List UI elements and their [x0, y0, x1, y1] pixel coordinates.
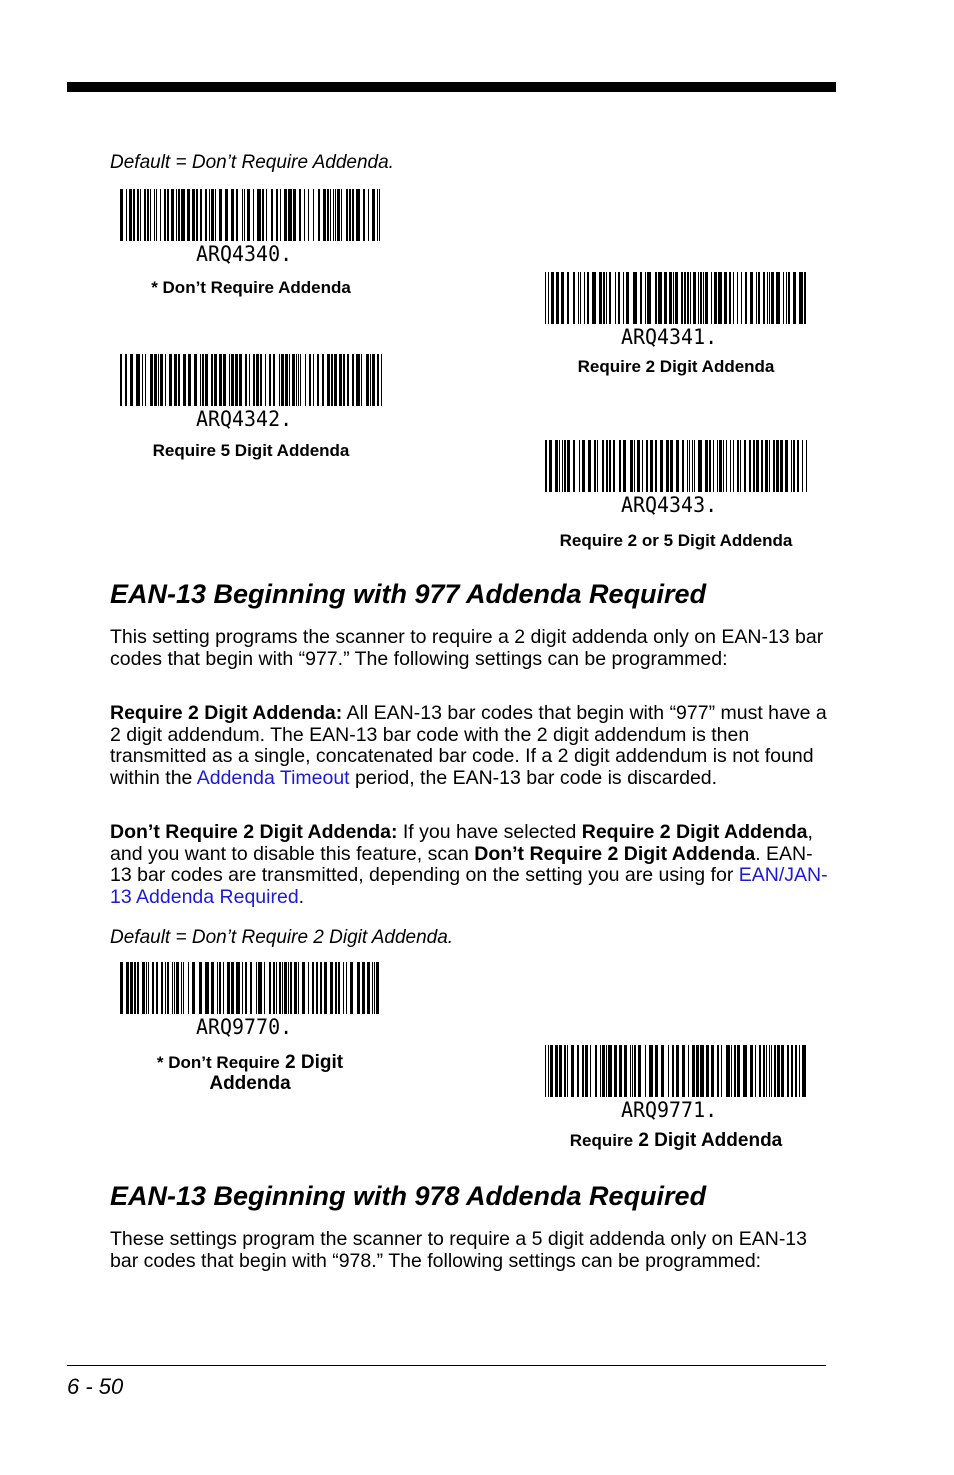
paragraph-intro-978: These settings program the scanner to require a 5 digit addenda only on EAN-13 bar codes that begin with “978.” The following settings can be programmed:: [110, 1228, 808, 1272]
barcode-code: ARQ4343.: [621, 493, 718, 517]
paragraph-intro-977: This setting programs the scanner to require a 2 digit addenda only on EAN-13 bar codes that begin with “977.” The following settings can be programmed:: [110, 626, 824, 670]
barcode-caption: * Don’t Require Addenda: [151, 278, 351, 297]
header-rule: [67, 82, 836, 92]
barcode-bars: [120, 354, 382, 406]
barcode-bars: [120, 962, 382, 1014]
section-heading-977: EAN-13 Beginning with 977 Addenda Required: [110, 579, 707, 609]
barcode-code: ARQ4341.: [621, 325, 718, 349]
paragraph-require-2-digit: [110, 703, 830, 789]
paragraph-text: If you have selected: [397, 821, 582, 843]
paragraph-text: , and you want to disable this feature, scan: [110, 821, 813, 865]
link-ean-jan-13-addenda-required[interactable]: EAN/JAN-13 Addenda Required: [110, 864, 828, 908]
barcode-caption: Require 2 Digit Addenda: [577, 357, 775, 376]
paragraph-text: . EAN-13 bar codes are transmitted, depending on the setting you are using for: [110, 842, 813, 886]
barcode-arq4341[interactable]: [545, 272, 807, 348]
bold-text: Require 2 Digit Addenda: [581, 821, 808, 843]
barcode-caption: Require 5 Digit Addenda: [152, 441, 350, 460]
barcode-arq9771[interactable]: [545, 1045, 807, 1121]
paragraph-text: period, the EAN-13 bar code is discarded.: [349, 766, 718, 789]
barcode-caption: [110, 1052, 390, 1094]
barcode-bars: [545, 1045, 807, 1097]
caption-line2: Addenda: [209, 1073, 291, 1094]
paragraph-text: .: [298, 885, 305, 908]
paragraph-text: All EAN-13 bar codes that begin with “977” must have a 2 digit addendum. The EAN-13 bar code with the 2 digit addendum is then transmitted as a single, concatenated bar code. If a 2 digit addendum is not found within the: [110, 702, 827, 789]
barcode-code: ARQ4340.: [196, 242, 293, 266]
barcode-caption: [535, 1130, 817, 1151]
default-note-2-digit: Default = Don’t Require 2 Digit Addenda.: [110, 927, 454, 948]
caption-small: * Don’t Require: [156, 1053, 280, 1072]
paragraph-dont-require-2-digit: [110, 822, 830, 908]
barcode-arq4340[interactable]: [120, 189, 382, 265]
caption-big: 2 Digit: [279, 1052, 344, 1073]
barcode-bars: [545, 272, 807, 324]
term-label: Don’t Require 2 Digit Addenda:: [110, 821, 398, 843]
link-addenda-timeout[interactable]: Addenda Timeout: [196, 766, 350, 789]
barcode-code: ARQ9771.: [621, 1098, 718, 1122]
barcode-code: ARQ9770.: [196, 1015, 293, 1039]
barcode-arq4342[interactable]: [120, 354, 382, 430]
barcode-code: ARQ4342.: [196, 407, 293, 431]
default-note-addenda: Default = Don’t Require Addenda.: [110, 152, 394, 173]
caption-big: 2 Digit Addenda: [633, 1130, 783, 1151]
barcode-bars: [545, 440, 807, 492]
section-heading-978: EAN-13 Beginning with 978 Addenda Required: [110, 1181, 707, 1211]
page-number: 6 - 50: [67, 1374, 124, 1399]
bold-text: Don’t Require 2 Digit Addenda: [474, 842, 756, 865]
footer-rule: [67, 1365, 826, 1366]
barcode-caption: Require 2 or 5 Digit Addenda: [559, 531, 793, 550]
barcode-arq4343[interactable]: [545, 440, 807, 516]
barcode-bars: [120, 189, 382, 241]
barcode-arq9770[interactable]: [120, 962, 382, 1038]
term-label: Require 2 Digit Addenda:: [110, 702, 343, 724]
caption-small: Require: [569, 1131, 634, 1150]
